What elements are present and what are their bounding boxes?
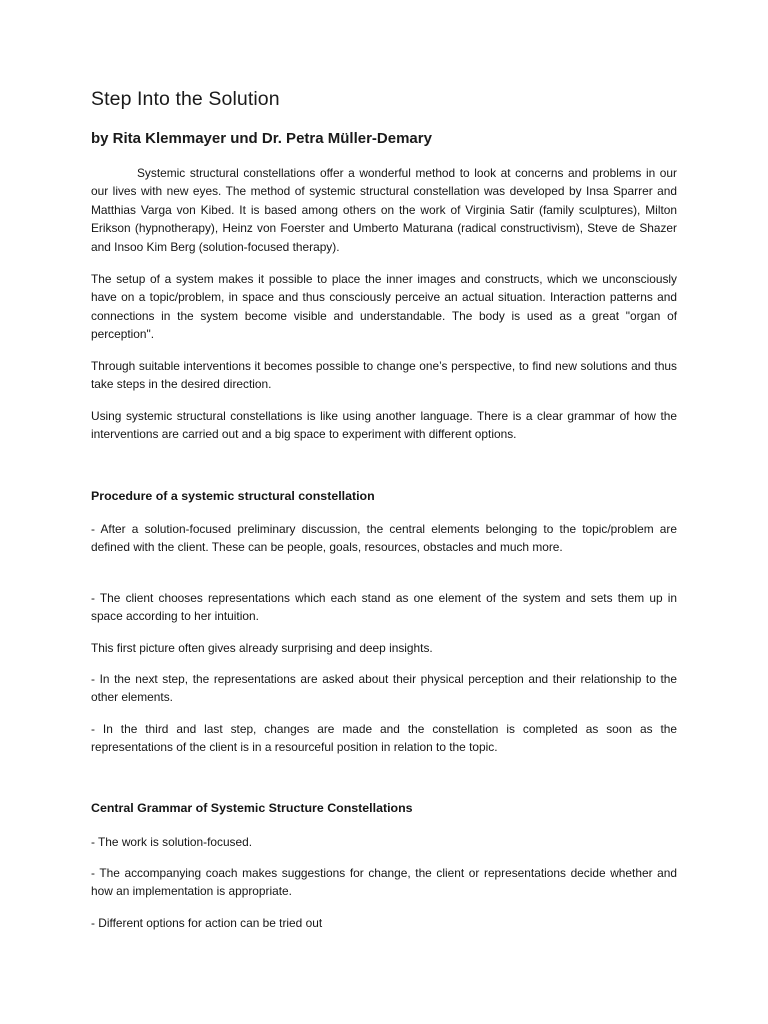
procedure-item: - In the next step, the representations are asked about their physical perception and their relationship to the other elements. [91,672,677,705]
procedure-heading: Procedure of a systemic structural constellation [91,489,375,503]
procedure-item: - After a solution-focused preliminary discussion, the central elements belonging to the topic/problem are defined with the client. These can be people, goals, resources, obstacles and much more. [91,522,677,555]
document-title: Step Into the Solution [91,88,280,110]
grammar-heading: Central Grammar of Systemic Structure Constellations [91,801,413,815]
intro-paragraph: Using systemic structural constellations is like using another language. There is a clear grammar of how the interventions are carried out and a big space to experiment with different options. [91,409,677,442]
procedure-item: - The client chooses representations which each stand as one element of the system and sets them up in space according to her intuition. [91,591,677,624]
intro-paragraph: The setup of a system makes it possible to place the inner images and constructs, which we unconsciously have on a topic/problem, in space and thus consciously perceive an actual situation. Interaction patterns and connections in the system become visible and understandable. The body is used as a great "organ of perception". [91,272,677,342]
procedure-item: This first picture often gives already surprising and deep insights. [91,641,433,655]
intro-paragraph: Through suitable interventions it becomes possible to change one’s perspective, to find new solutions and thus take steps in the desired direction. [91,359,677,392]
procedure-item: - In the third and last step, changes are made and the constellation is completed as soon as the representations of the client is in a resourceful position in relation to the topic. [91,722,677,755]
grammar-item: - The work is solution-focused. [91,835,253,849]
grammar-item: - Different options for action can be tried out [91,916,323,930]
intro-paragraph: Systemic structural constellations offer a wonderful method to look at concerns and problems in our our lives with new eyes. The method of systemic structural constellation was developed by Insa Sparrer and Matthias Varga von Kibed. It is based among others on the work of Virginia Satir (family sculptures), Milton Erikson (hypnotherapy), Heinz von Foerster and Umberto Maturana (radical constructivism), Steve de Shazer and Insoo Kim Berg (solution-focused therapy). [91,166,677,254]
document-subtitle: by Rita Klemmayer und Dr. Petra Müller-Demary [91,130,432,147]
grammar-item: - The accompanying coach makes suggestions for change, the client or representations decide whether and how an implementation is appropriate. [91,866,677,899]
